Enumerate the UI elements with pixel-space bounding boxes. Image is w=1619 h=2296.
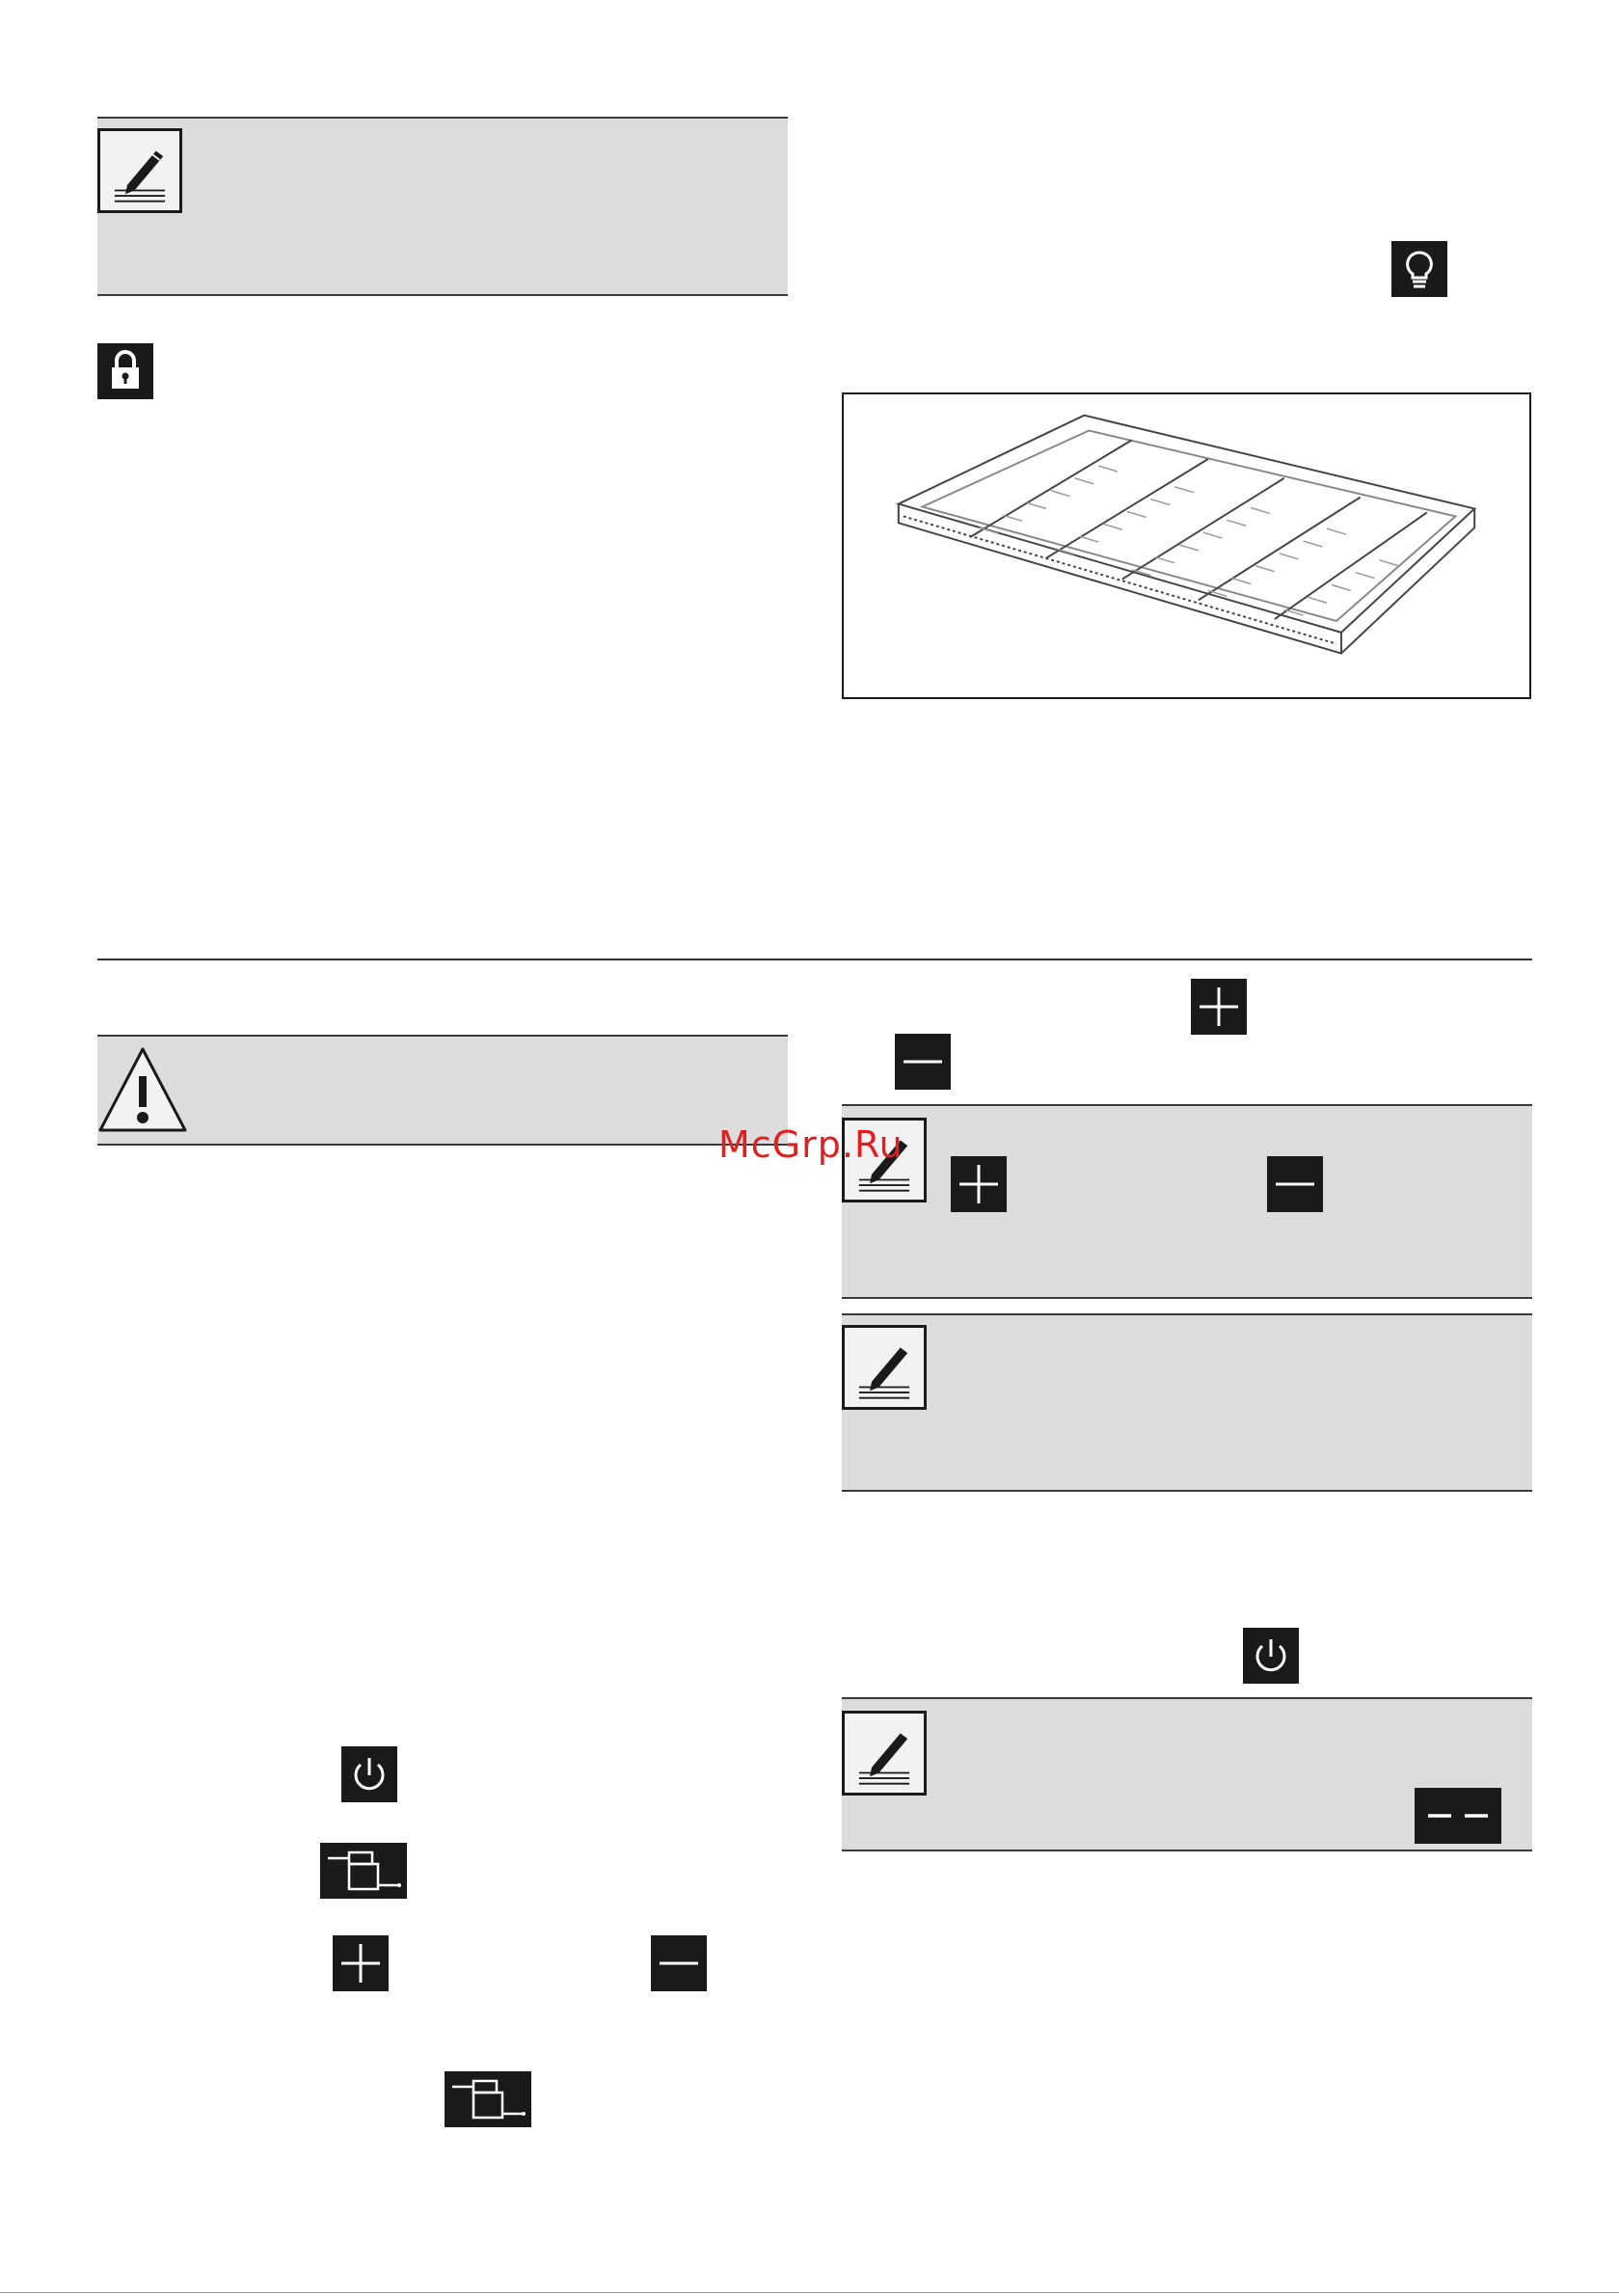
note-box-right-2 <box>842 1313 1532 1492</box>
lock-icon <box>97 343 153 399</box>
note-box-right-3 <box>842 1697 1532 1851</box>
pencil-note-icon <box>842 1325 927 1410</box>
warning-box <box>97 1035 788 1146</box>
pencil-note-icon <box>842 1711 927 1796</box>
plus-icon <box>1191 979 1247 1035</box>
note-box-right-1 <box>842 1104 1532 1299</box>
warning-icon <box>96 1043 189 1136</box>
minus-icon <box>1267 1156 1323 1212</box>
power-icon <box>341 1746 397 1802</box>
watermark: McGrp.Ru <box>718 1123 904 1166</box>
function-icon <box>320 1843 407 1899</box>
plus-icon <box>333 1935 389 1991</box>
dashes-display-icon <box>1415 1788 1501 1844</box>
light-bulb-icon <box>1391 241 1447 297</box>
note-box-top-left <box>97 117 788 296</box>
power-icon <box>1243 1628 1299 1684</box>
page-bottom-rule <box>0 2292 1619 2293</box>
minus-icon <box>895 1034 951 1090</box>
function-icon <box>445 2071 531 2127</box>
wine-shelf-illustration <box>842 392 1531 699</box>
minus-icon <box>651 1935 707 1991</box>
section-divider <box>97 959 1532 960</box>
plus-icon <box>951 1156 1007 1212</box>
pencil-note-icon <box>97 128 182 213</box>
